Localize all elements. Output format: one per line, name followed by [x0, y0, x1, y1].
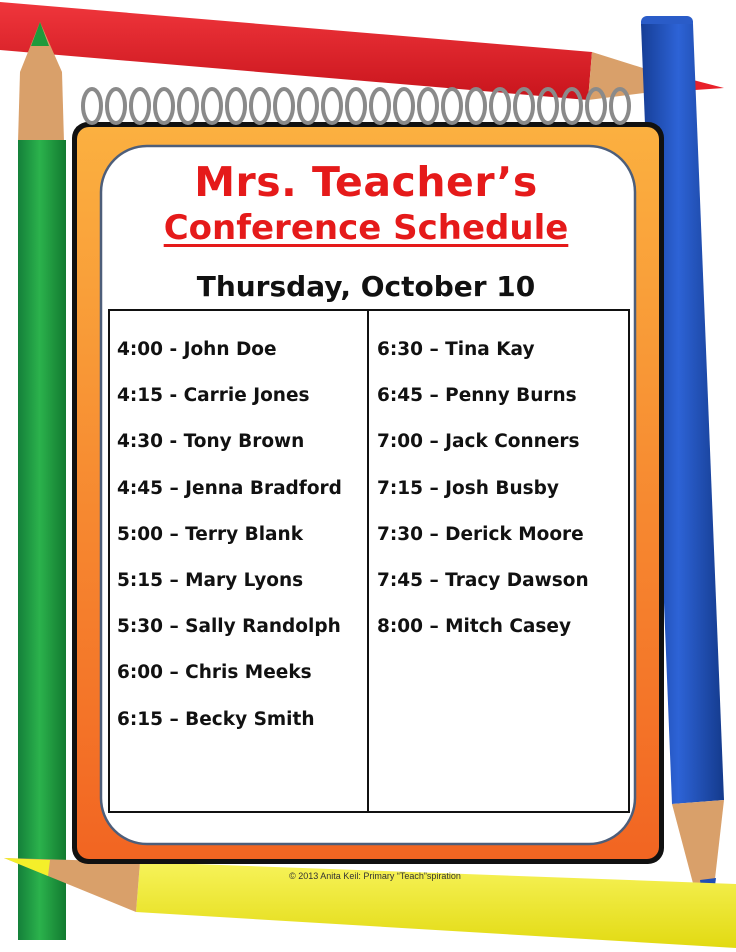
list-item: 6:30 – Tina Kay [377, 339, 535, 360]
list-item: 7:15 – Josh Busby [377, 477, 559, 499]
list-item: 4:15 - Carrie Jones [117, 385, 310, 407]
list-item: 4:45 – Jenna Bradford [117, 477, 342, 499]
copyright-footer: © 2013 Anita Keil: Primary “Teach”spiration [289, 871, 461, 881]
list-item: 4:00 - John Doe [117, 339, 277, 360]
list-item: 7:45 – Tracy Dawson [377, 569, 589, 591]
list-item: 5:30 – Sally Randolph [117, 616, 341, 638]
schedule-column-left [117, 339, 342, 755]
list-item: 5:00 – Terry Blank [117, 523, 304, 545]
list-item: 7:30 – Derick Moore [377, 523, 584, 545]
list-item: 4:30 - Tony Brown [117, 431, 305, 453]
list-item: 6:00 – Chris Meeks [117, 662, 312, 684]
list-item: 6:45 – Penny Burns [377, 385, 577, 407]
list-item: 6:15 – Becky Smith [117, 708, 315, 730]
list-item: 8:00 – Mitch Casey [377, 616, 571, 638]
list-item: 7:00 – Jack Conners [377, 431, 580, 453]
green-pencil [18, 22, 66, 940]
red-pencil [0, 2, 724, 100]
schedule-column-right [377, 339, 589, 662]
schedule-date: Thursday, October 10 [196, 270, 536, 303]
list-item: 5:15 – Mary Lyons [117, 569, 304, 591]
page-subtitle: Conference Schedule [163, 208, 569, 248]
page-title: Mrs. Teacher’s [194, 158, 538, 206]
